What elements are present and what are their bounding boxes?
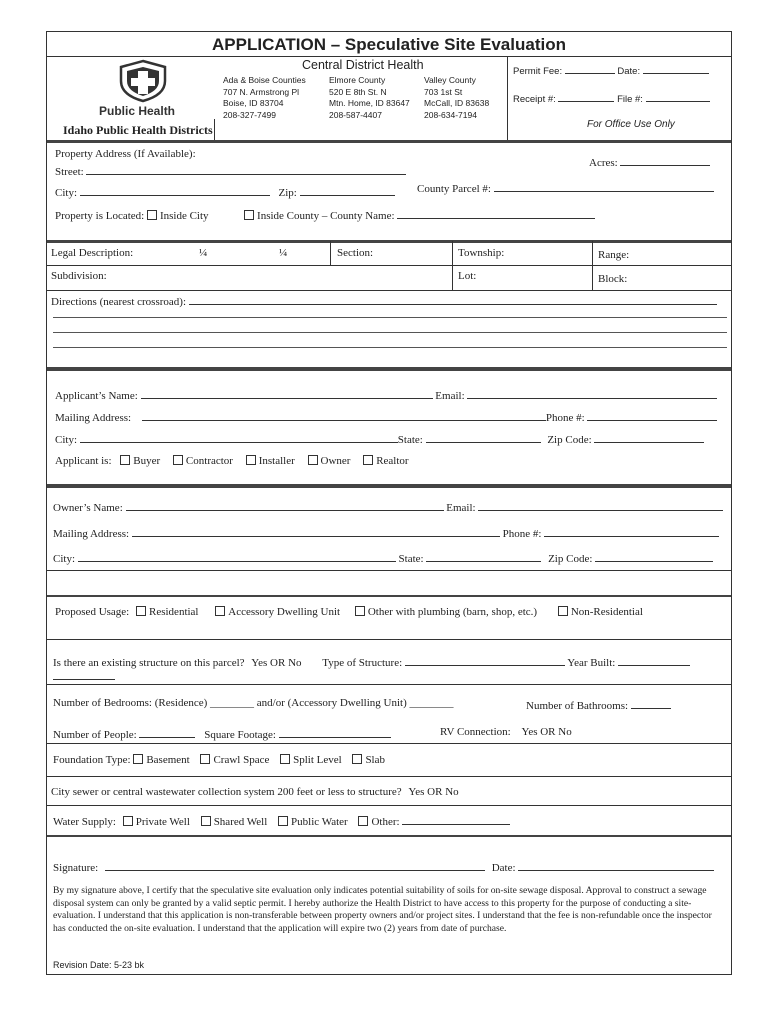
owner-mailing-field[interactable] bbox=[132, 525, 500, 537]
owner-name-label: Owner’s Name: bbox=[53, 502, 123, 514]
zip-label: Zip: bbox=[278, 187, 297, 199]
applicant-email-field[interactable] bbox=[467, 387, 717, 399]
org-name: Idaho Public Health Districts bbox=[63, 123, 213, 137]
public-water-checkbox[interactable] bbox=[278, 816, 288, 826]
receipt-field[interactable] bbox=[558, 90, 614, 102]
range-label: Range: bbox=[598, 249, 630, 261]
rv-yes-no[interactable]: Yes OR No bbox=[521, 726, 572, 738]
owner-phone-field[interactable] bbox=[544, 525, 719, 537]
shared-well-checkbox[interactable] bbox=[201, 816, 211, 826]
owner-state-field[interactable] bbox=[426, 550, 541, 562]
parcel-field[interactable] bbox=[494, 180, 714, 192]
permit-fee-field[interactable] bbox=[565, 62, 615, 74]
split-level-label: Split Level bbox=[293, 754, 342, 766]
lot-label: Lot: bbox=[458, 270, 477, 282]
sewer-label: City sewer or central wastewater collection system 200 feet or less to structure? bbox=[51, 786, 402, 798]
usage-label: Proposed Usage: bbox=[55, 606, 130, 618]
inside-county-checkbox[interactable] bbox=[244, 210, 254, 220]
quarter-2: ¼ bbox=[279, 247, 288, 259]
adu-checkbox[interactable] bbox=[215, 606, 225, 616]
realtor-label: Realtor bbox=[376, 455, 409, 467]
property-city-field[interactable] bbox=[80, 184, 270, 196]
office-elmore: Elmore County 520 E 8th St. N Mtn. Home, ID 83647 208-587-4407 bbox=[329, 75, 410, 120]
existing-structure-label: Is there an existing structure on this parcel? bbox=[53, 657, 245, 669]
date-label: Date: bbox=[617, 66, 641, 77]
applicant-city-field[interactable] bbox=[80, 431, 398, 443]
realtor-checkbox[interactable] bbox=[363, 455, 373, 465]
public-health-logo bbox=[99, 59, 187, 121]
buyer-checkbox[interactable] bbox=[120, 455, 130, 465]
owner-label: Owner bbox=[320, 455, 351, 467]
private-well-checkbox[interactable] bbox=[123, 816, 133, 826]
acres-field[interactable] bbox=[620, 154, 710, 166]
owner-state-label: State: bbox=[398, 553, 424, 565]
year-built-label: Year Built: bbox=[567, 657, 616, 669]
directions-line-3[interactable] bbox=[53, 332, 727, 333]
applicant-name-label: Applicant’s Name: bbox=[55, 390, 138, 402]
subdivision-label: Subdivision: bbox=[51, 270, 107, 282]
owner-phone-label: Phone #: bbox=[502, 528, 542, 540]
signature-date-label: Date: bbox=[491, 862, 516, 874]
inside-city-label: Inside City bbox=[159, 210, 209, 222]
street-label: Street: bbox=[55, 166, 84, 178]
other-water-label: Other: bbox=[371, 816, 400, 828]
owner-email-label: Email: bbox=[446, 502, 476, 514]
acres-label: Acres: bbox=[589, 157, 618, 169]
contractor-label: Contractor bbox=[185, 455, 233, 467]
bathrooms-field[interactable] bbox=[631, 697, 671, 709]
installer-checkbox[interactable] bbox=[246, 455, 256, 465]
directions-line-4[interactable] bbox=[53, 347, 727, 348]
basement-label: Basement bbox=[146, 754, 190, 766]
applicant-email-label: Email: bbox=[435, 390, 465, 402]
office-date-field[interactable] bbox=[643, 62, 709, 74]
applicant-state-field[interactable] bbox=[426, 431, 541, 443]
water-label: Water Supply: bbox=[53, 816, 116, 828]
legal-desc-label: Legal Description: bbox=[51, 247, 134, 259]
year-built-field[interactable] bbox=[618, 654, 690, 666]
installer-label: Installer bbox=[258, 455, 295, 467]
private-well-label: Private Well bbox=[135, 816, 190, 828]
owner-mailing-label: Mailing Address: bbox=[53, 528, 130, 540]
applicant-state-label: State: bbox=[397, 434, 423, 446]
contractor-checkbox[interactable] bbox=[173, 455, 183, 465]
receipt-label: Receipt #: bbox=[513, 94, 556, 105]
applicant-zip-field[interactable] bbox=[594, 431, 704, 443]
file-field[interactable] bbox=[646, 90, 710, 102]
applicant-mailing-label: Mailing Address: bbox=[55, 412, 132, 424]
crawl-space-label: Crawl Space bbox=[213, 754, 270, 766]
structure-type-label: Type of Structure: bbox=[322, 657, 403, 669]
signature-field[interactable] bbox=[105, 859, 485, 871]
shared-well-label: Shared Well bbox=[213, 816, 268, 828]
applicant-phone-label: Phone #: bbox=[545, 412, 585, 424]
signature-label: Signature: bbox=[53, 862, 99, 874]
bathrooms-label: Number of Bathrooms: bbox=[526, 700, 629, 712]
owner-city-label: City: bbox=[53, 553, 76, 565]
other-plumbing-label: Other with plumbing (barn, shop, etc.) bbox=[367, 606, 538, 618]
applicant-phone-field[interactable] bbox=[587, 409, 717, 421]
slab-label: Slab bbox=[365, 754, 385, 766]
form-title: APPLICATION – Speculative Site Evaluation bbox=[212, 35, 566, 54]
residential-label: Residential bbox=[149, 606, 199, 618]
inside-county-label: Inside County – County Name: bbox=[257, 210, 395, 222]
revision-date: Revision Date: 5-23 bk bbox=[53, 960, 145, 970]
sqft-label: Square Footage: bbox=[204, 729, 276, 741]
existing-yes-no[interactable]: Yes OR No bbox=[251, 657, 302, 669]
other-plumbing-checkbox[interactable] bbox=[355, 606, 365, 616]
adu-label: Accessory Dwelling Unit bbox=[228, 606, 341, 618]
non-residential-label: Non-Residential bbox=[570, 606, 643, 618]
structure-type-field[interactable] bbox=[405, 654, 565, 666]
crawl-space-checkbox[interactable] bbox=[200, 754, 210, 764]
applicant-zip-label: Zip Code: bbox=[547, 434, 592, 446]
other-water-field[interactable] bbox=[402, 813, 510, 825]
located-label: Property is Located: bbox=[55, 210, 145, 222]
county-name-field[interactable] bbox=[397, 207, 595, 219]
sqft-field[interactable] bbox=[279, 726, 391, 738]
file-label: File #: bbox=[617, 94, 643, 105]
split-level-checkbox[interactable] bbox=[280, 754, 290, 764]
public-water-label: Public Water bbox=[291, 816, 348, 828]
applicant-city-label: City: bbox=[55, 434, 78, 446]
inside-city-checkbox[interactable] bbox=[147, 210, 157, 220]
property-zip-field[interactable] bbox=[300, 184, 395, 196]
owner-city-field[interactable] bbox=[78, 550, 396, 562]
bedrooms-label: Number of Bedrooms: (Residence) ________ and/or (Accessory Dwelling Unit) ________ bbox=[53, 697, 454, 709]
people-field[interactable] bbox=[139, 726, 195, 738]
owner-checkbox[interactable] bbox=[308, 455, 318, 465]
other-water-checkbox[interactable] bbox=[358, 816, 368, 826]
office-valley: Valley County 703 1st St McCall, ID 83638 208-634-7194 bbox=[424, 75, 490, 120]
owner-zip-field[interactable] bbox=[595, 550, 713, 562]
application-form bbox=[46, 31, 732, 975]
owner-name-field[interactable] bbox=[126, 499, 444, 511]
district-name: Central District Health bbox=[302, 58, 424, 72]
parcel-label: County Parcel #: bbox=[417, 183, 491, 195]
applicant-name-field[interactable] bbox=[141, 387, 433, 399]
slab-checkbox[interactable] bbox=[352, 754, 362, 764]
buyer-label: Buyer bbox=[133, 455, 161, 467]
people-label: Number of People: bbox=[53, 729, 137, 741]
rv-label: RV Connection: bbox=[440, 726, 511, 738]
signature-date-field[interactable] bbox=[518, 859, 714, 871]
owner-email-field[interactable] bbox=[478, 499, 723, 511]
applicant-is-label: Applicant is: bbox=[55, 455, 112, 467]
section-label: Section: bbox=[337, 247, 374, 259]
office-use-note: For Office Use Only bbox=[587, 119, 675, 130]
directions-line-2[interactable] bbox=[53, 317, 727, 318]
sewer-yes-no[interactable]: Yes OR No bbox=[408, 786, 459, 798]
office-ada: Ada & Boise Counties 707 N. Armstrong Pl Boise, ID 83704 208-327-7499 bbox=[223, 75, 306, 120]
permit-fee-label: Permit Fee: bbox=[513, 66, 563, 77]
directions-label: Directions (nearest crossroad): bbox=[51, 296, 187, 308]
applicant-mailing-field[interactable] bbox=[142, 409, 546, 421]
directions-field[interactable] bbox=[189, 293, 717, 305]
basement-checkbox[interactable] bbox=[133, 754, 143, 764]
non-residential-checkbox[interactable] bbox=[558, 606, 568, 616]
disclaimer-text: By my signature above, I certify that the speculative site evaluation only indicates potential suitability of soils for on-site sewage disposal. Approval to construct a sewage disposal system can only be granted by a valid septic permit. I hereby authorize the Health District to have access to this property for the purpose of conducting a site-evaluation. I understand that this application is non-transferable between property owners and/or project sites. I understand that the fee is non-refundable once the inspector has conducted the on-site evaluation. I understand that the application will expire two (2) years from date of purchase. bbox=[53, 885, 712, 934]
property-address-label: Property Address (If Available): bbox=[55, 148, 196, 160]
foundation-label: Foundation Type: bbox=[53, 754, 131, 766]
street-field[interactable] bbox=[86, 163, 406, 175]
block-label: Block: bbox=[598, 273, 628, 285]
township-label: Township: bbox=[458, 247, 505, 259]
owner-zip-label: Zip Code: bbox=[548, 553, 593, 565]
structure-continuation-field[interactable] bbox=[53, 668, 115, 680]
city-label: City: bbox=[55, 187, 78, 199]
residential-checkbox[interactable] bbox=[136, 606, 146, 616]
quarter-1: ¼ bbox=[199, 247, 208, 259]
logo-text: Public Health bbox=[99, 104, 176, 118]
